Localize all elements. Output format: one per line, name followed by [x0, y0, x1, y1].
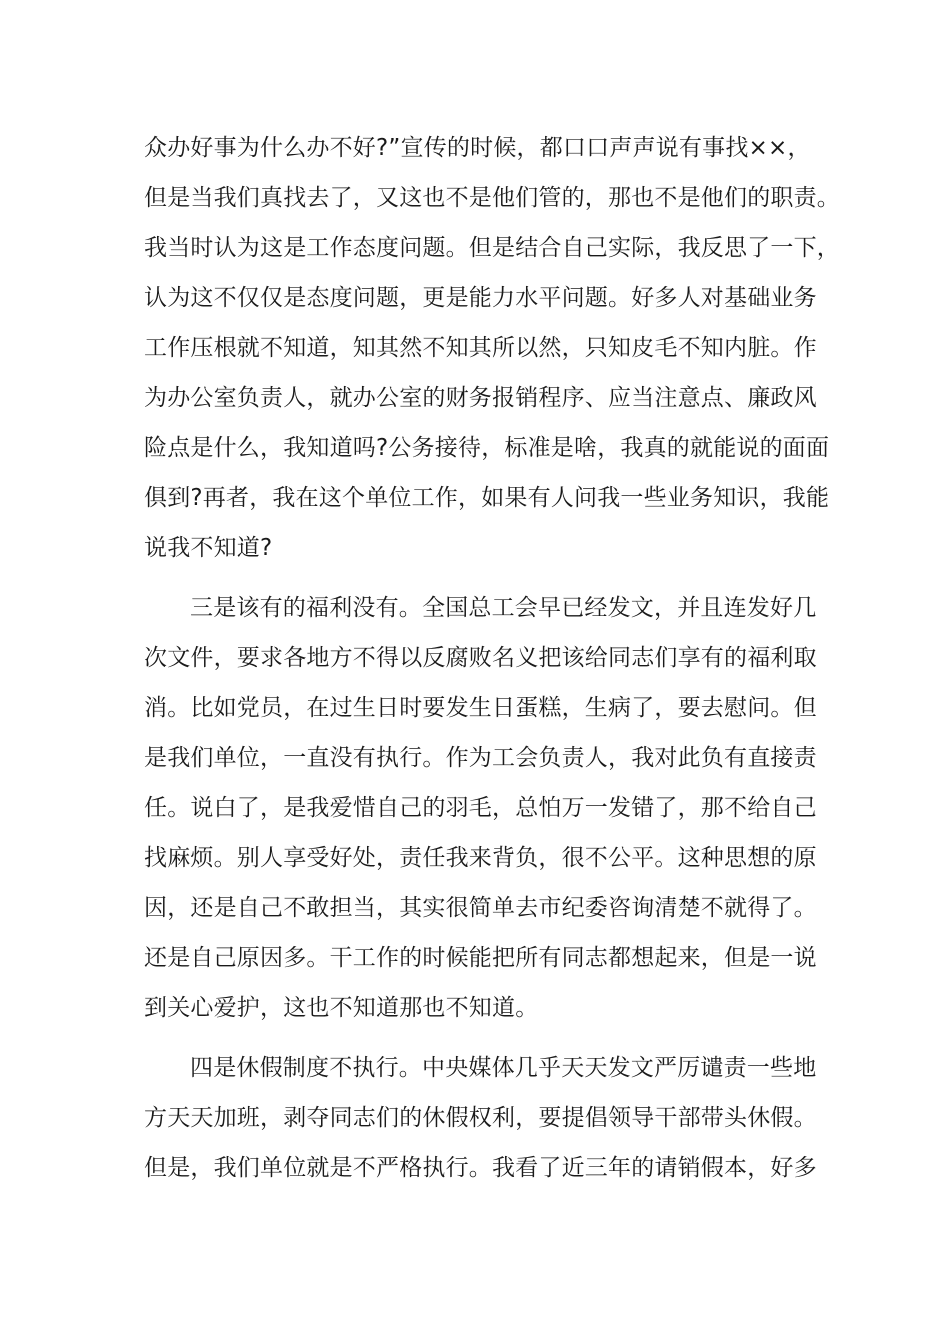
- paragraph-1-line-3: 我当时认为这是工作态度问题。但是结合自己实际，我反思了一下，: [144, 235, 840, 261]
- paragraph-2-line-2: 次文件，要求各地方不得以反腐败名义把该给同志们享有的福利取: [144, 645, 817, 671]
- paragraph-1-line-4: 认为这不仅仅是态度问题，更是能力水平问题。好多人对基础业务: [144, 285, 817, 311]
- paragraph-2-line-3: 消。比如党员，在过生日时要发生日蛋糕，生病了，要去慰问。但: [144, 695, 817, 721]
- paragraph-spacer: [144, 573, 809, 583]
- paragraph-3-line-2: 方天天加班，剥夺同志们的休假权利，要提倡领导干部带头休假。: [144, 1105, 817, 1131]
- paragraph-spacer: [144, 1033, 809, 1043]
- document-body: [144, 123, 840, 1193]
- paragraph-3-line-3: 但是，我们单位就是不严格执行。我看了近三年的请销假本，好多: [144, 1155, 817, 1181]
- paragraph-2-line-9: 到关心爱护，这也不知道那也不知道。: [144, 995, 539, 1021]
- paragraph-1-line-6: 为办公室负责人，就办公室的财务报销程序、应当注意点、廉政风: [144, 385, 817, 411]
- paragraph-1-line-9: 说我不知道?: [144, 535, 273, 561]
- paragraph-1-line-5: 工作压根就不知道，知其然不知其所以然，只知皮毛不知内脏。作: [144, 335, 817, 361]
- paragraph-1-line-1: 众办好事为什么办不好?”宣传的时候，都口口声声说有事找××，: [144, 135, 811, 161]
- paragraph-2-line-1: 三是该有的福利没有。全国总工会早已经发文，并且连发好几: [190, 595, 817, 621]
- paragraph-3-line-1: 四是休假制度不执行。中央媒体几乎天天发文严厉谴责一些地: [190, 1055, 817, 1081]
- paragraph-1: [144, 123, 840, 573]
- paragraph-2-line-7: 因，还是自己不敢担当，其实很简单去市纪委咨询清楚不就得了。: [144, 895, 817, 921]
- paragraph-2-line-8: 还是自己原因多。干工作的时候能把所有同志都想起来，但是一说: [144, 945, 817, 971]
- paragraph-2-line-5: 任。说白了，是我爱惜自己的羽毛，总怕万一发错了，那不给自己: [144, 795, 817, 821]
- paragraph-1-line-2: 但是当我们真找去了，又这也不是他们管的，那也不是他们的职责。: [144, 185, 840, 211]
- paragraph-2: [144, 583, 817, 1033]
- paragraph-1-line-8: 俱到?再者，我在这个单位工作，如果有人问我一些业务知识，我能: [144, 485, 830, 511]
- paragraph-3: [144, 1043, 817, 1193]
- paragraph-1-line-7: 险点是什么，我知道吗?公务接待，标准是啥，我真的就能说的面面: [144, 435, 830, 461]
- paragraph-2-line-6: 找麻烦。别人享受好处，责任我来背负，很不公平。这种思想的原: [144, 845, 817, 871]
- paragraph-2-line-4: 是我们单位，一直没有执行。作为工会负责人，我对此负有直接责: [144, 745, 817, 771]
